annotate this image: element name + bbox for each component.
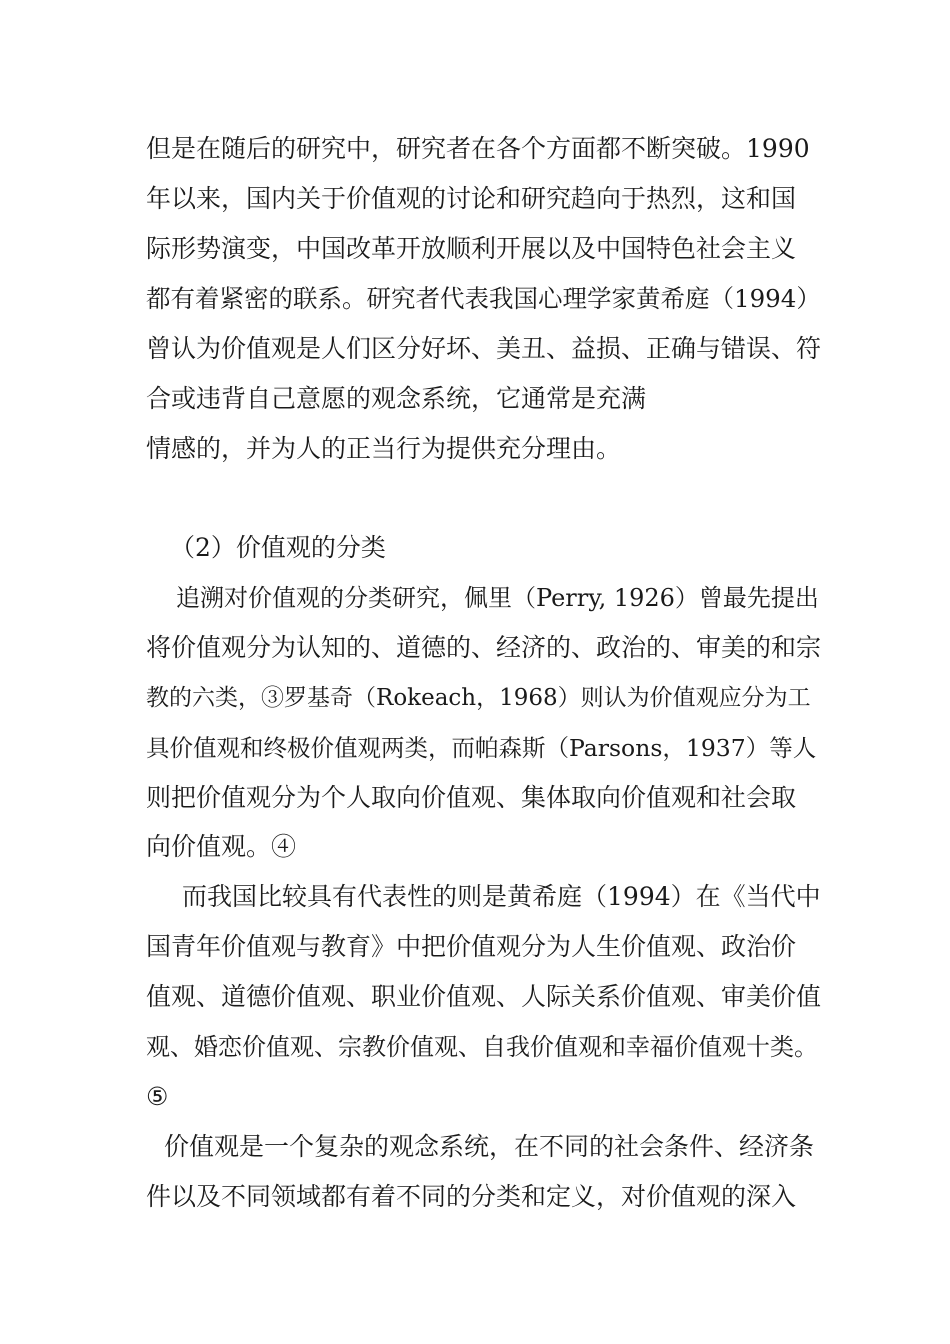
text-line: 合或违背自己意愿的观念系统，它通常是充满	[146, 384, 647, 413]
text-line: 年以来，国内关于价值观的讨论和研究趋向于热烈，这和国	[146, 184, 797, 213]
text-line: 则把价值观分为个人取向价值观、集体取向价值观和社会取	[146, 783, 797, 812]
text-line: 都有着紧密的联系。研究者代表我国心理学家黄希庭（1994）	[146, 284, 821, 313]
text-line: 将价值观分为认知的、道德的、经济的、政治的、审美的和宗	[146, 633, 822, 662]
text-line: 际形势演变，中国改革开放顺利开展以及中国特色社会主义	[146, 234, 797, 263]
text-line: 曾认为价值观是人们区分好坏、美丑、益损、正确与错误、符	[146, 334, 822, 363]
text-line: 但是在随后的研究中，研究者在各个方面都不断突破。1990	[146, 134, 810, 163]
text-line: 向价值观。④	[146, 832, 297, 861]
text-line: 件以及不同领域都有着不同的分类和定义，对价值观的深入	[146, 1182, 797, 1211]
text-line: 情感的，并为人的正当行为提供充分理由。	[146, 434, 622, 463]
text-line: 价值观是一个复杂的观念系统，在不同的社会条件、经济条	[164, 1132, 815, 1161]
text-line: 观、婚恋价值观、宗教价值观、自我价值观和幸福价值观十类。	[146, 1033, 818, 1061]
footnote-marker: ⑤	[146, 1082, 169, 1111]
text-line: 追溯对价值观的分类研究，佩里（Perry, 1926）曾最先提出	[176, 584, 819, 612]
text-line: 值观、道德价值观、职业价值观、人际关系价值观、审美价值	[146, 982, 822, 1011]
text-line: 具价值观和终极价值观两类，而帕森斯（Parsons，1937）等人	[146, 734, 817, 762]
text-line: 国青年价值观与教育》中把价值观分为人生价值观、政治价	[146, 932, 797, 961]
section-heading: （2）价值观的分类	[170, 533, 386, 562]
text-line: 教的六类，③罗基奇（Rokeach，1968）则认为价值观应分为工	[146, 685, 811, 711]
text-line: 而我国比较具有代表性的则是黄希庭（1994）在《当代中	[182, 882, 821, 911]
